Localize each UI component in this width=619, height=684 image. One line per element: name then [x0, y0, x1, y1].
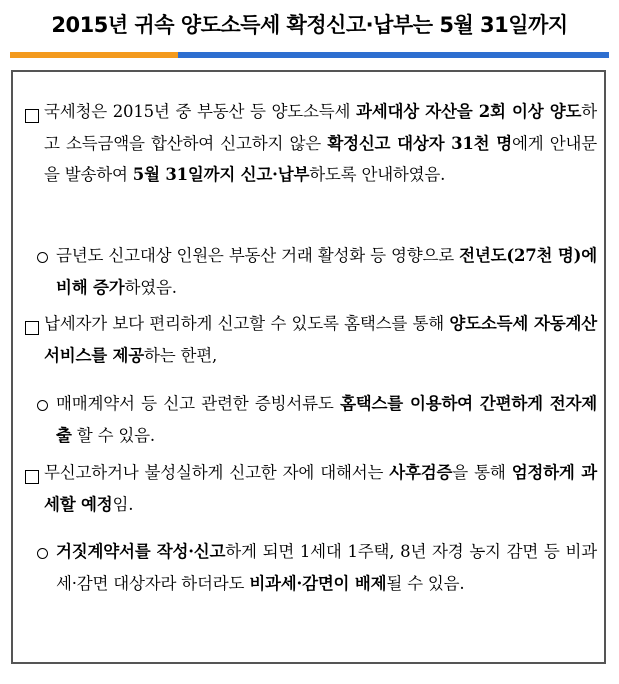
bold-text: 양도소득세 자동계산서비스를 제공 [44, 314, 597, 365]
text: 금년도 신고대상 인원은 부동산 거래 활성화 등 영향으로 [56, 246, 460, 265]
circle-bullet-icon [37, 252, 48, 263]
bold-text: 엄정하게 과세할 예정 [44, 463, 597, 514]
text: 하였음. [124, 277, 177, 297]
bold-text: 확정신고 대상자 31천 명 [327, 133, 512, 153]
bullet-paragraph [56, 240, 597, 303]
bold-text: 비과세·감면이 배제 [249, 573, 387, 593]
text: 국세청은 2015년 중 부동산 등 양도소득세 [44, 102, 356, 121]
text: 될 수 있음. [386, 573, 465, 593]
bullet-paragraph [44, 457, 597, 520]
bold-text: 거짓계약서를 작성·신고 [56, 542, 226, 561]
bold-text: 홈택스를 이용하여 간편하게 전자제출 [56, 394, 597, 445]
title-underline [10, 52, 609, 58]
text: 에게 안내문을 발송하여 [44, 133, 597, 184]
bold-text: 과세대상 자산을 2회 이상 양도 [355, 102, 582, 121]
bullet-paragraph [56, 388, 597, 451]
bold-text: 사후검증 [389, 463, 453, 482]
bold-text: 전년도(27천 명)에 비해 증가 [56, 246, 597, 297]
bullet-paragraph [44, 308, 597, 371]
text: 을 통해 [452, 463, 512, 482]
text: 하는 한편, [143, 345, 218, 365]
text: 매매계약서 등 신고 관련한 증빙서류도 [56, 394, 341, 413]
text: 할 수 있음. [71, 425, 155, 445]
square-bullet-icon [25, 109, 39, 123]
text: 하고 소득금액을 합산하여 신고하지 않은 [44, 102, 598, 153]
square-bullet-icon [25, 470, 39, 484]
text: 임. [112, 494, 134, 514]
square-bullet-icon [25, 321, 39, 335]
circle-bullet-icon [37, 400, 48, 411]
text: 하도록 안내하였음. [309, 165, 446, 184]
text: 무신고하거나 불성실하게 신고한 자에 대해서는 [44, 463, 390, 482]
bullet-paragraph [56, 536, 597, 599]
bold-text: 5월 31일까지 신고·납부 [132, 165, 310, 184]
circle-bullet-icon [37, 548, 48, 559]
bullet-paragraph [44, 96, 597, 191]
text: 납세자가 보다 편리하게 신고할 수 있도록 홈택스를 통해 [44, 314, 450, 333]
text: 하게 되면 1세대 1주택, 8년 자경 농지 감면 등 비과세·감면 대상자라 하더라도 [56, 542, 597, 593]
page-title: 2015년 귀속 양도소득세 확정신고·납부는 5월 31일까지 [51, 13, 568, 37]
title-underline-accent [10, 52, 178, 58]
